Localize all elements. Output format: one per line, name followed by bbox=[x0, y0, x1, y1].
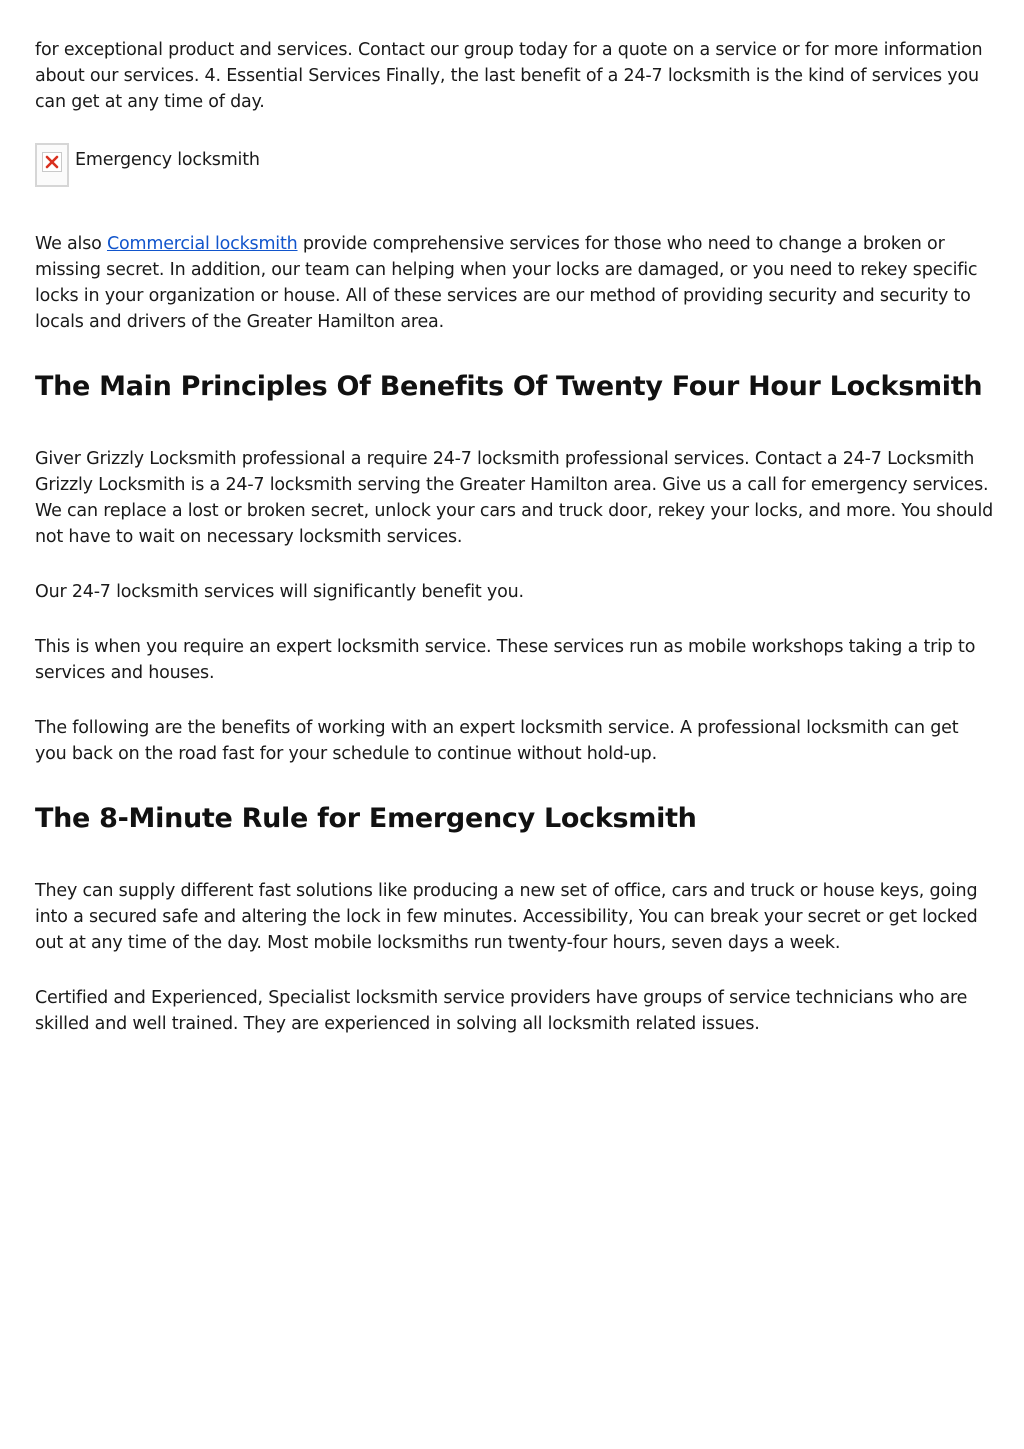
broken-image-icon bbox=[35, 143, 69, 187]
commercial-prefix: We also bbox=[35, 234, 107, 254]
document-page bbox=[35, 37, 995, 1037]
section1-paragraph: The following are the benefits of working with an expert locksmith service. A professional locksmith can get you back on the road fast for your schedule to continue without hold-up. bbox=[35, 718, 959, 764]
commercial-locksmith-link[interactable]: Commercial locksmith bbox=[106, 234, 298, 254]
image-alt-text: Emergency locksmith bbox=[75, 150, 260, 170]
commercial-paragraph bbox=[35, 231, 995, 335]
section2-paragraph: They can supply different fast solutions like producing a new set of office, cars and truck or house keys, going into a secured safe and altering the lock in few minutes. Accessibility, You can break your secret or get locked out at any time of the day. Most mobile locksmiths run twenty-four hours, seven days a week. bbox=[35, 881, 978, 953]
section-heading-8-minute-rule: The 8-Minute Rule for Emergency Locksmith bbox=[35, 803, 697, 834]
commercial-suffix: provide comprehensive services for those who need to change a broken or missing secret. In addition, our team can helping when your locks are damaged, or you need to rekey specific locks in your organization or house. All of these services are our method of providing security and security to locals and drivers of the Greater Hamilton area. bbox=[35, 234, 978, 332]
section1-paragraph: This is when you require an expert locksmith service. These services run as mobile workshops taking a trip to services and houses. bbox=[35, 637, 976, 683]
section1-paragraph: Our 24-7 locksmith services will significantly benefit you. bbox=[35, 582, 524, 602]
section2-paragraph: Certified and Experienced, Specialist locksmith service providers have groups of service technicians who are skilled and well trained. They are experienced in solving all locksmith related issues. bbox=[35, 988, 968, 1034]
section-heading-main-principles: The Main Principles Of Benefits Of Twenty Four Hour Locksmith bbox=[35, 371, 983, 402]
image-row bbox=[35, 143, 995, 191]
section1-paragraph: Giver Grizzly Locksmith professional a require 24-7 locksmith professional services. Contact a 24-7 Locksmith Grizzly Locksmith is a 24-7 locksmith serving the Greater Hamilton area. Give us a call for emergency services. We can replace a lost or broken secret, unlock your cars and truck door, rekey your locks, and more. You should not have to wait on necessary locksmith services. bbox=[35, 449, 994, 547]
intro-paragraph: for exceptional product and services. Contact our group today for a quote on a service or for more information about our services. 4. Essential Services Finally, the last benefit of a 24-7 locksmith is the kind of services you can get at any time of day. bbox=[35, 40, 983, 112]
